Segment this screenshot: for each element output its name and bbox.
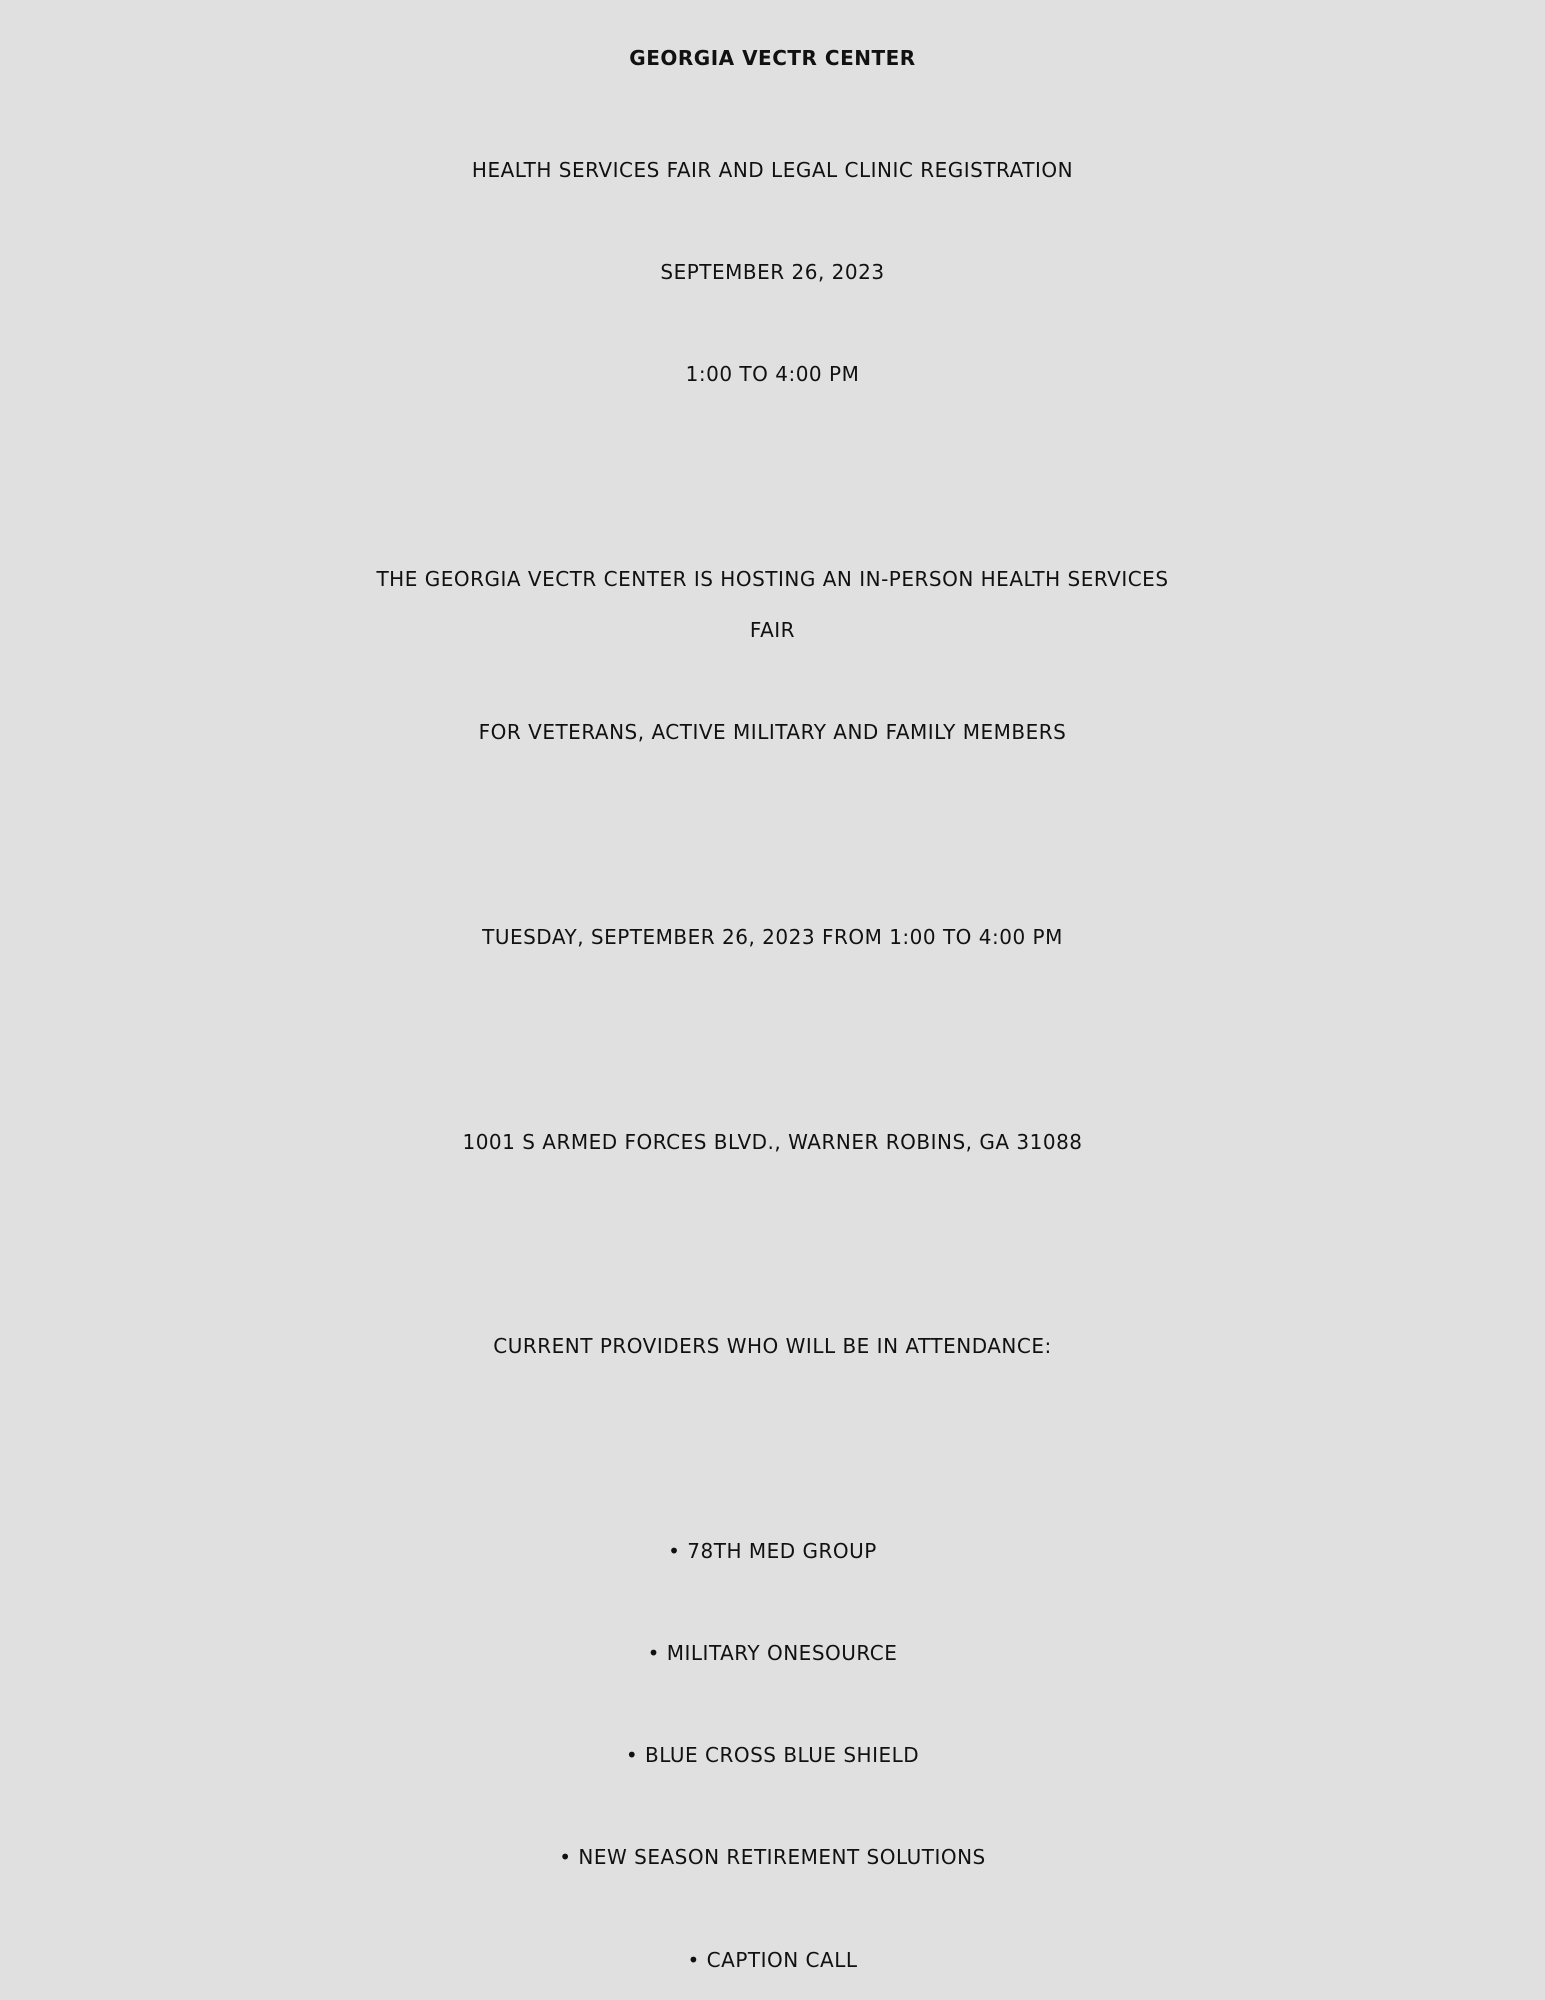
description-line-1: THE GEORGIA VECTR CENTER IS HOSTING AN IN-PERSON HEALTH SERVICES	[376, 567, 1169, 591]
list-item: • MILITARY ONESOURCE	[647, 1641, 898, 1665]
providers-heading: CURRENT PROVIDERS WHO WILL BE IN ATTENDANCE:	[493, 1334, 1052, 1358]
description-line-2: FAIR	[749, 618, 796, 642]
list-item: • 78TH MED GROUP	[668, 1539, 877, 1563]
schedule-text: TUESDAY, SEPTEMBER 26, 2023 FROM 1:00 TO 4:00 PM	[482, 925, 1063, 949]
address-text: 1001 S ARMED FORCES BLVD., WARNER ROBINS, GA 31088	[462, 1130, 1083, 1154]
page-subtitle: HEALTH SERVICES FAIR AND LEGAL CLINIC REGISTRATION	[471, 158, 1074, 182]
page-title: GEORGIA VECTR CENTER	[629, 46, 916, 70]
list-item: • NEW SEASON RETIREMENT SOLUTIONS	[559, 1845, 986, 1869]
audience-text: FOR VETERANS, ACTIVE MILITARY AND FAMILY MEMBERS	[478, 720, 1067, 744]
event-time: 1:00 TO 4:00 PM	[685, 362, 860, 386]
list-item: • BLUE CROSS BLUE SHIELD	[625, 1743, 920, 1767]
list-item: • CAPTION CALL	[687, 1948, 858, 1972]
event-date: SEPTEMBER 26, 2023	[660, 260, 885, 284]
